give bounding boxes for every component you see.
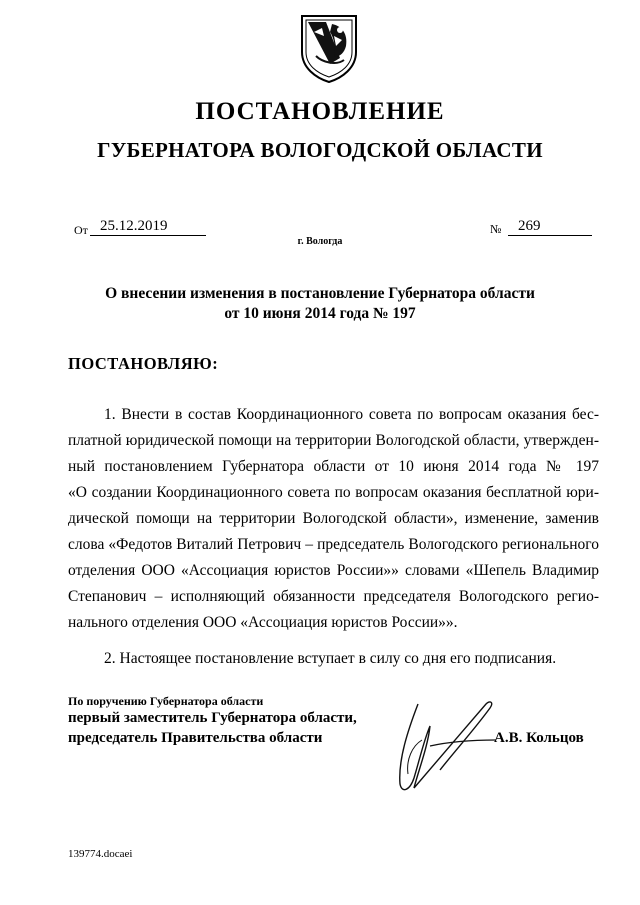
- subject-line-2: от 10 июня 2014 года № 197: [224, 305, 416, 322]
- signer-name: А.В. Кольцов: [494, 730, 584, 746]
- date-label: От: [74, 223, 88, 237]
- paragraph-1: [68, 402, 599, 636]
- document-subtitle: ГУБЕРНАТОРА ВОЛОГОДСКОЙ ОБЛАСТИ: [97, 138, 543, 162]
- paragraph-2-line: 2. Настоящее постановление вступает в силу со дня его подписания.: [104, 650, 557, 667]
- document-number: 269: [508, 218, 592, 236]
- document-date: 25.12.2019: [90, 218, 206, 236]
- resolve-heading: ПОСТАНОВЛЯЮ:: [68, 354, 219, 373]
- vologda-oblast-coat-of-arms-icon: [296, 12, 362, 84]
- paragraph-1-line: 1. Внести в состав Координационного совета по вопросам оказания бес-: [104, 406, 599, 423]
- paragraph-1-line: «О создании Координационного совета по вопросам оказания бесплатной юри-: [68, 484, 599, 501]
- paragraph-2: [68, 646, 599, 672]
- subject-line-1: О внесении изменения в постановление Губернатора области: [105, 285, 535, 302]
- document-subject: [0, 284, 640, 324]
- paragraph-1-line: слова «Федотов Виталий Петрович – председатель Вологодского регионального: [68, 536, 599, 553]
- paragraph-1-line: платной юридической помощи на территории Вологодской области, утвержден-: [68, 432, 599, 449]
- signer-position-1: первый заместитель Губернатора области,: [68, 710, 357, 726]
- paragraph-1-line: ный постановлением Губернатора области от 10 июня 2014 года № 197: [68, 458, 599, 475]
- file-code: 139774.docaei: [68, 848, 133, 860]
- city-label: г. Вологда: [297, 236, 343, 247]
- paragraph-1-line: отделения ООО «Ассоциация юристов России»» словами «Шепель Владимир: [68, 562, 599, 579]
- number-label: №: [490, 222, 502, 236]
- signature-note: По поручению Губернатора области: [68, 694, 264, 708]
- paragraph-1-line: нального отделения ООО «Ассоциация юристов России»».: [68, 614, 458, 631]
- document-title: ПОСТАНОВЛЕНИЕ: [195, 98, 445, 125]
- paragraph-1-line: дической помощи на территории Вологодской области», изменение, заменив: [68, 510, 599, 527]
- paragraph-1-line: Степанович – исполняющий обязанности председателя Вологодского регио-: [68, 588, 599, 605]
- signer-position-2: председатель Правительства области: [68, 730, 323, 746]
